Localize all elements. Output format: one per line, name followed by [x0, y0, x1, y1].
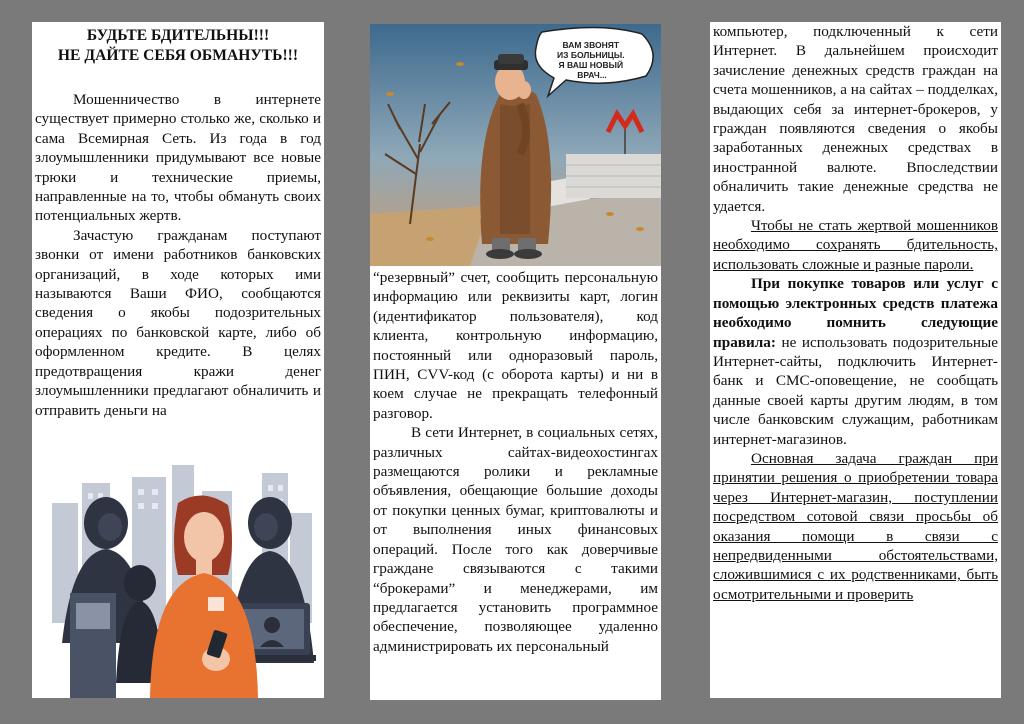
paragraph-internet-brokers: В сети Интернет, в социальных сетях, различных сайтах-видеохостингах размещаются ролики и рекламные объявления, обещающие большие доходы от покупки ценных бумаг, криптовалюты и от выполнения иных финансовых операций. После того как доверчивые граждане связываются с такими “брокерами” и менеджерами, им предлагается установить программное обеспечение, позволяющее удаленно администрировать их персональный — [373, 424, 658, 655]
leaflet-column-1 — [32, 22, 324, 698]
paragraph-main-task: Основная задача граждан при принятии решения о приобретении товара через Интернет-магазин, поступлении посредством сотовой связи просьбы об оказания помощи в связи с непредвиденными обстоятельствами, сложившимися с их родственниками, быть осмотрительными и проверить — [713, 449, 998, 603]
paragraph-stay-vigilant: Чтобы не стать жертвой мошенников необходимо сохранять бдительность, использовать сложные и разные пароли. — [713, 217, 998, 273]
paragraph-bank-calls: Зачастую гражданам поступают звонки от имени работников банковских организаций, в ходе которых ими называются Ваши ФИО, сообщаются сведения о якобы подозрительных операциях по банковской карте, либо об оформленном кредите. В целях предотвращения кражи денег злоумышленники предлагают обналичить и отправить деньги на — [35, 226, 321, 419]
speech-bubble-text: ВАМ ЗВОНЯТ ИЗ БОЛЬНИЦЫ. Я ВАШ НОВЫЙ ВРАЧ... — [557, 40, 625, 80]
leaflet-column-3 — [710, 22, 1001, 698]
purchase-rules-text: не использовать подозрительные Интернет-сайты, подключить Интернет-банк и СМС-оповещение, не сообщать данные своей карты другим людям, в том числе банковским служащим, работникам интернет-магазинов. — [713, 333, 998, 448]
paragraph-purchase-rules — [713, 274, 998, 449]
hackers-illustration — [32, 463, 324, 698]
phone-scammer-illustration — [370, 24, 661, 266]
paragraph-money-transfer: компьютер, подключенный к сети Интернет. В дальнейшем происходит зачисление денежных средств граждан на счета мошенников, а на сайтах – подделках, выдающих себя за интернет-брокеров, у граждан появляются сведения о якобы заработанных денежных средствах в иностранной валюте. Впоследствии обналичить такие денежные средства не удается. — [713, 23, 998, 215]
leaflet-title — [32, 22, 324, 66]
title-line-2: НЕ ДАЙТЕ СЕБЯ ОБМАНУТЬ!!! — [57, 47, 299, 64]
paragraph-reserve-account: “резервный” счет, сообщить персональную информацию или реквизиты карт, логин (идентификатор пользователя), код клиента, контрольную информацию, постоянный или одноразовый пароль, ПИН, CVV-код (с оборота карты) и ни в коем случае не прекращать телефонный разговор. — [373, 269, 658, 422]
paragraph-internet-fraud: Мошенничество в интернете существует примерно столько же, сколько и сама Всемирная Сеть. Из года в год злоумышленники придумывают все новые трюки и технические приемы, направленные на то, чтобы обмануть своих потенциальных жертв. — [35, 91, 321, 225]
leaflet-column-2 — [370, 24, 661, 700]
title-line-1: БУДЬТЕ БДИТЕЛЬНЫ!!! — [86, 27, 270, 44]
purchase-rules-bold: При покупке товаров или услуг с помощью электронных средств платежа необходимо помнить следующие правила: — [713, 275, 998, 351]
